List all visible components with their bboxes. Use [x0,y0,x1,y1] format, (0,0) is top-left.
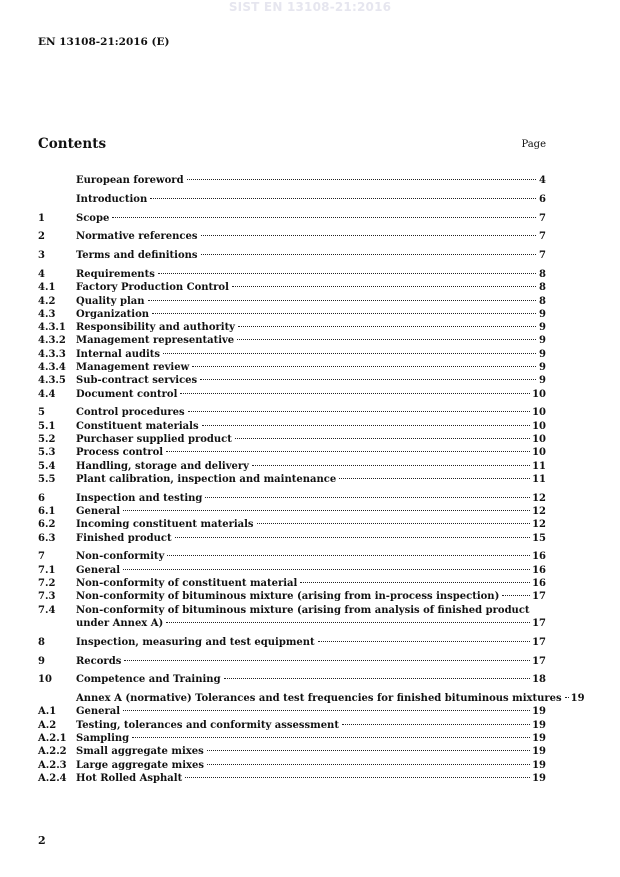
toc-entry-page: 10 [532,388,546,400]
toc-leader-dots [300,582,530,583]
toc-leader-dots [207,764,530,765]
toc-leader-dots [180,393,530,394]
toc-entry[interactable] [38,772,546,785]
toc-entry-title[interactable]: Inspection and testing [76,492,203,504]
toc-entry-title[interactable]: Control procedures [76,407,185,419]
toc-entry[interactable] [38,433,546,446]
toc-leader-dots [339,478,530,479]
toc-entry[interactable] [38,473,546,486]
toc-leader-dots [318,641,530,642]
toc-entry-number: 5 [38,407,45,419]
toc-leader-dots [152,313,536,314]
toc-entry-title[interactable]: General [76,564,121,576]
toc-entry-title[interactable]: Quality plan [76,295,145,307]
toc-entry-page: 19 [532,732,546,744]
toc-entry-page: 9 [539,375,546,387]
toc-entry-title[interactable]: Annex A (normative) Tolerances and test frequencies for finished bituminous mixtures [76,693,562,705]
toc-entry-number: 4.3.5 [38,375,66,387]
toc-entry-title[interactable]: Competence and Training [76,674,221,686]
toc-entry-page: 19 [532,759,546,771]
toc-entry-page: 9 [539,362,546,374]
toc-entry[interactable] [38,406,546,419]
toc-entry[interactable] [38,361,546,374]
toc-entry-number: 4 [38,268,45,280]
toc-entry[interactable] [38,420,546,433]
toc-entry-page: 9 [539,348,546,360]
toc-leader-dots [237,339,536,340]
toc-entry-title[interactable]: Hot Rolled Asphalt [76,772,183,784]
toc-leader-dots [202,425,530,426]
toc-entry-page: 16 [532,551,546,563]
toc-entry-number: A.2.4 [38,772,67,784]
toc-entry-title[interactable]: Handling, storage and delivery [76,460,249,472]
toc-entry[interactable] [38,719,546,732]
toc-entry[interactable] [38,550,546,563]
toc-leader-dots [150,198,536,199]
toc-leader-dots [166,622,530,623]
toc-entry-page: 19 [532,719,546,731]
toc-entry[interactable] [38,281,546,294]
toc-entry-page: 11 [532,460,546,472]
toc-leader-dots [158,273,536,274]
toc-entry-number: A.2 [38,719,57,731]
toc-leader-dots [166,451,530,452]
toc-entry[interactable] [38,374,546,387]
toc-entry-page: 12 [532,506,546,518]
toc-entry-number: 10 [38,674,52,686]
toc-entry-title[interactable]: Large aggregate mixes [76,759,204,771]
toc-entry-number: 7.1 [38,564,56,576]
toc-entry-number: A.2.2 [38,746,67,758]
toc-leader-dots [502,595,530,596]
toc-entry-page: 10 [532,447,546,459]
toc-entry[interactable] [38,193,546,206]
toc-entry-title[interactable]: European foreword [76,175,184,186]
toc-entry-title[interactable]: Scope [76,212,110,224]
toc-entry-title[interactable]: Testing, tolerances and conformity assessment [76,719,339,731]
toc-entry-title[interactable]: Records [76,655,122,667]
toc-entry-number: 3 [38,250,45,262]
toc-entry-number: 4.3.4 [38,362,66,374]
toc-entry-page: 11 [532,473,546,485]
toc-entry-title[interactable]: Purchaser supplied product [76,434,232,446]
toc-entry-title[interactable]: Non-conformity of constituent material [76,578,298,590]
toc-entry[interactable] [38,334,546,347]
toc-entry-page: 19 [532,746,546,758]
toc-entry[interactable] [38,212,546,225]
toc-leader-dots [124,660,530,661]
toc-entry-number: 7.2 [38,578,56,590]
toc-entry-number: 8 [38,636,45,648]
toc-leader-dots [188,411,530,412]
toc-entry-number: 7 [38,551,45,563]
toc-entry-page: 19 [532,706,546,718]
toc-entry-page: 8 [539,282,546,294]
toc-entry-title[interactable]: Small aggregate mixes [76,746,204,758]
toc-entry-number: 6 [38,492,45,504]
toc-entry-page: 19 [532,772,546,784]
toc-entry-number: 4.2 [38,295,56,307]
toc-entry[interactable] [38,673,546,686]
toc-leader-dots [565,697,569,698]
toc-leader-dots [201,235,537,236]
toc-entry-page: 7 [539,212,546,224]
toc-entry-page: 7 [539,250,546,262]
toc-entry-page: 18 [532,674,546,686]
toc-entry[interactable] [38,604,546,631]
toc-entry-page: 16 [532,578,546,590]
toc-entry[interactable] [38,577,546,590]
toc-entry-title[interactable]: Internal audits [76,348,161,360]
toc-entry-number: 4.3.2 [38,335,66,347]
toc-entry[interactable] [38,532,546,545]
toc-entry-page: 6 [539,193,546,205]
contents-title: Contents [38,136,107,152]
toc-leader-dots [201,254,536,255]
toc-entry-title[interactable]: Normative references [76,231,198,243]
toc-entry[interactable] [38,564,546,577]
toc-entry[interactable] [38,745,546,758]
toc-entry-title[interactable]: Terms and definitions [76,250,198,262]
toc-entry-number: 1 [38,212,45,224]
toc-entry[interactable] [38,492,546,505]
toc-leader-dots [112,217,536,218]
toc-leader-dots [257,523,531,524]
toc-entry[interactable] [38,692,585,705]
toc-entry[interactable] [38,655,546,668]
toc-leader-dots [123,569,530,570]
toc-leader-dots [187,179,536,180]
toc-entry-page: 4 [539,175,546,186]
toc-entry-page: 12 [532,492,546,504]
toc-entry[interactable] [38,460,546,473]
toc-entry-title-continued[interactable]: under Annex A) [76,617,164,629]
toc-entry-title[interactable]: Non-conformity [76,551,165,563]
toc-leader-dots [167,555,530,556]
toc-entry-number: 5.3 [38,447,56,459]
toc-leader-dots [200,379,536,380]
toc-leader-dots [123,710,530,711]
toc-entry-title[interactable]: Incoming constituent materials [76,519,254,531]
toc-entry-page: 17 [532,591,546,603]
toc-entry-title[interactable]: Responsibility and authority [76,322,235,334]
toc-entry-number: 5.2 [38,434,56,446]
toc-entry-page: 10 [532,420,546,432]
toc-entry-number: 2 [38,231,45,243]
toc-entry-page: 8 [539,295,546,307]
toc-entry-number: 7.3 [38,591,56,603]
toc-entry[interactable] [38,308,546,321]
table-of-contents [38,174,585,785]
toc-entry-page: 9 [539,308,546,320]
toc-entry[interactable] [38,348,546,361]
toc-leader-dots [232,286,536,287]
toc-entry-page: 9 [539,335,546,347]
toc-entry-page: 12 [532,519,546,531]
toc-entry[interactable] [38,732,546,745]
toc-entry-number: 6.3 [38,532,56,544]
toc-entry-title[interactable]: General [76,506,121,518]
toc-entry-title[interactable]: Management representative [76,335,235,347]
toc-entry-page: 17 [532,617,546,629]
toc-entry-page: 16 [532,564,546,576]
toc-entry-title[interactable]: Finished product [76,532,172,544]
toc-entry[interactable] [38,174,546,187]
toc-leader-dots [342,724,530,725]
toc-entry-title[interactable]: Non-conformity of bituminous mixture (arising from analysis of finished product [76,604,530,616]
toc-entry-title[interactable]: Requirements [76,268,155,280]
toc-leader-dots [185,777,530,778]
toc-entry-page: 8 [539,268,546,280]
toc-entry-number: 5.4 [38,460,56,472]
toc-entry-title[interactable]: Organization [76,308,150,320]
toc-entry-number: 4.1 [38,282,56,294]
toc-entry[interactable] [38,295,546,308]
toc-leader-dots [132,737,530,738]
toc-entry-title[interactable]: Factory Production Control [76,282,229,294]
toc-entry-title[interactable]: Document control [76,388,178,400]
toc-entry[interactable] [38,388,546,401]
toc-entry-number: 9 [38,655,45,667]
toc-leader-dots [224,678,531,679]
toc-entry-page: 15 [532,532,546,544]
watermark: SIST EN 13108-21:2016 [228,0,392,14]
toc-entry[interactable] [38,321,546,334]
toc-leader-dots [205,497,530,498]
toc-leader-dots [238,326,536,327]
toc-entry[interactable] [38,636,546,649]
toc-entry-title[interactable]: Non-conformity of bituminous mixture (arising from in-process inspection) [76,591,500,603]
toc-entry-number: 5.1 [38,420,56,432]
toc-entry-number: 4.3.1 [38,322,66,334]
toc-entry[interactable] [38,268,546,281]
toc-entry[interactable] [38,505,546,518]
toc-entry-number: 5.5 [38,473,56,485]
toc-entry-title[interactable]: Plant calibration, inspection and maintenance [76,473,337,485]
toc-entry-title[interactable]: Sub-contract services [76,375,198,387]
toc-leader-dots [163,353,536,354]
toc-leader-dots [252,465,530,466]
toc-entry-page: 7 [539,231,546,243]
toc-entry-title[interactable]: Management review [76,362,190,374]
toc-leader-dots [207,750,530,751]
toc-entry-number: 7.4 [38,604,56,616]
toc-entry-title[interactable]: Inspection, measuring and test equipment [76,636,315,648]
toc-entry[interactable] [38,230,546,243]
toc-entry-number: 4.3 [38,308,56,320]
toc-entry-title[interactable]: General [76,706,121,718]
toc-entry-number: A.2.1 [38,732,67,744]
toc-entry[interactable] [38,446,546,459]
document-id-header: EN 13108-21:2016 (E) [38,36,170,48]
toc-entry-number: A.1 [38,706,57,718]
toc-entry[interactable] [38,590,546,603]
toc-entry[interactable] [38,249,546,262]
toc-entry-number: A.2.3 [38,759,67,771]
toc-entry-title[interactable]: Constituent materials [76,420,199,432]
toc-entry-number: 6.1 [38,506,56,518]
toc-entry-title[interactable]: Sampling [76,732,130,744]
toc-entry-number: 4.4 [38,388,56,400]
toc-entry-title[interactable]: Introduction [76,193,148,205]
toc-entry-number: 4.3.3 [38,348,66,360]
toc-entry-number: 6.2 [38,519,56,531]
toc-leader-dots [175,537,530,538]
toc-entry-title[interactable]: Process control [76,447,164,459]
toc-entry-page: 9 [539,322,546,334]
toc-entry-page: 10 [532,434,546,446]
toc-entry[interactable] [38,518,546,531]
toc-entry-page: 17 [532,636,546,648]
toc-entry-page: 19 [570,693,585,705]
toc-entry[interactable] [38,759,546,772]
toc-entry-page: 10 [532,407,546,419]
toc-entry[interactable] [38,705,546,718]
toc-leader-dots [235,438,530,439]
toc-leader-dots [148,300,536,301]
page-number: 2 [38,834,46,847]
toc-leader-dots [192,366,536,367]
toc-entry-page: 17 [532,655,546,667]
page-column-label: Page [521,139,546,150]
toc-leader-dots [123,510,530,511]
